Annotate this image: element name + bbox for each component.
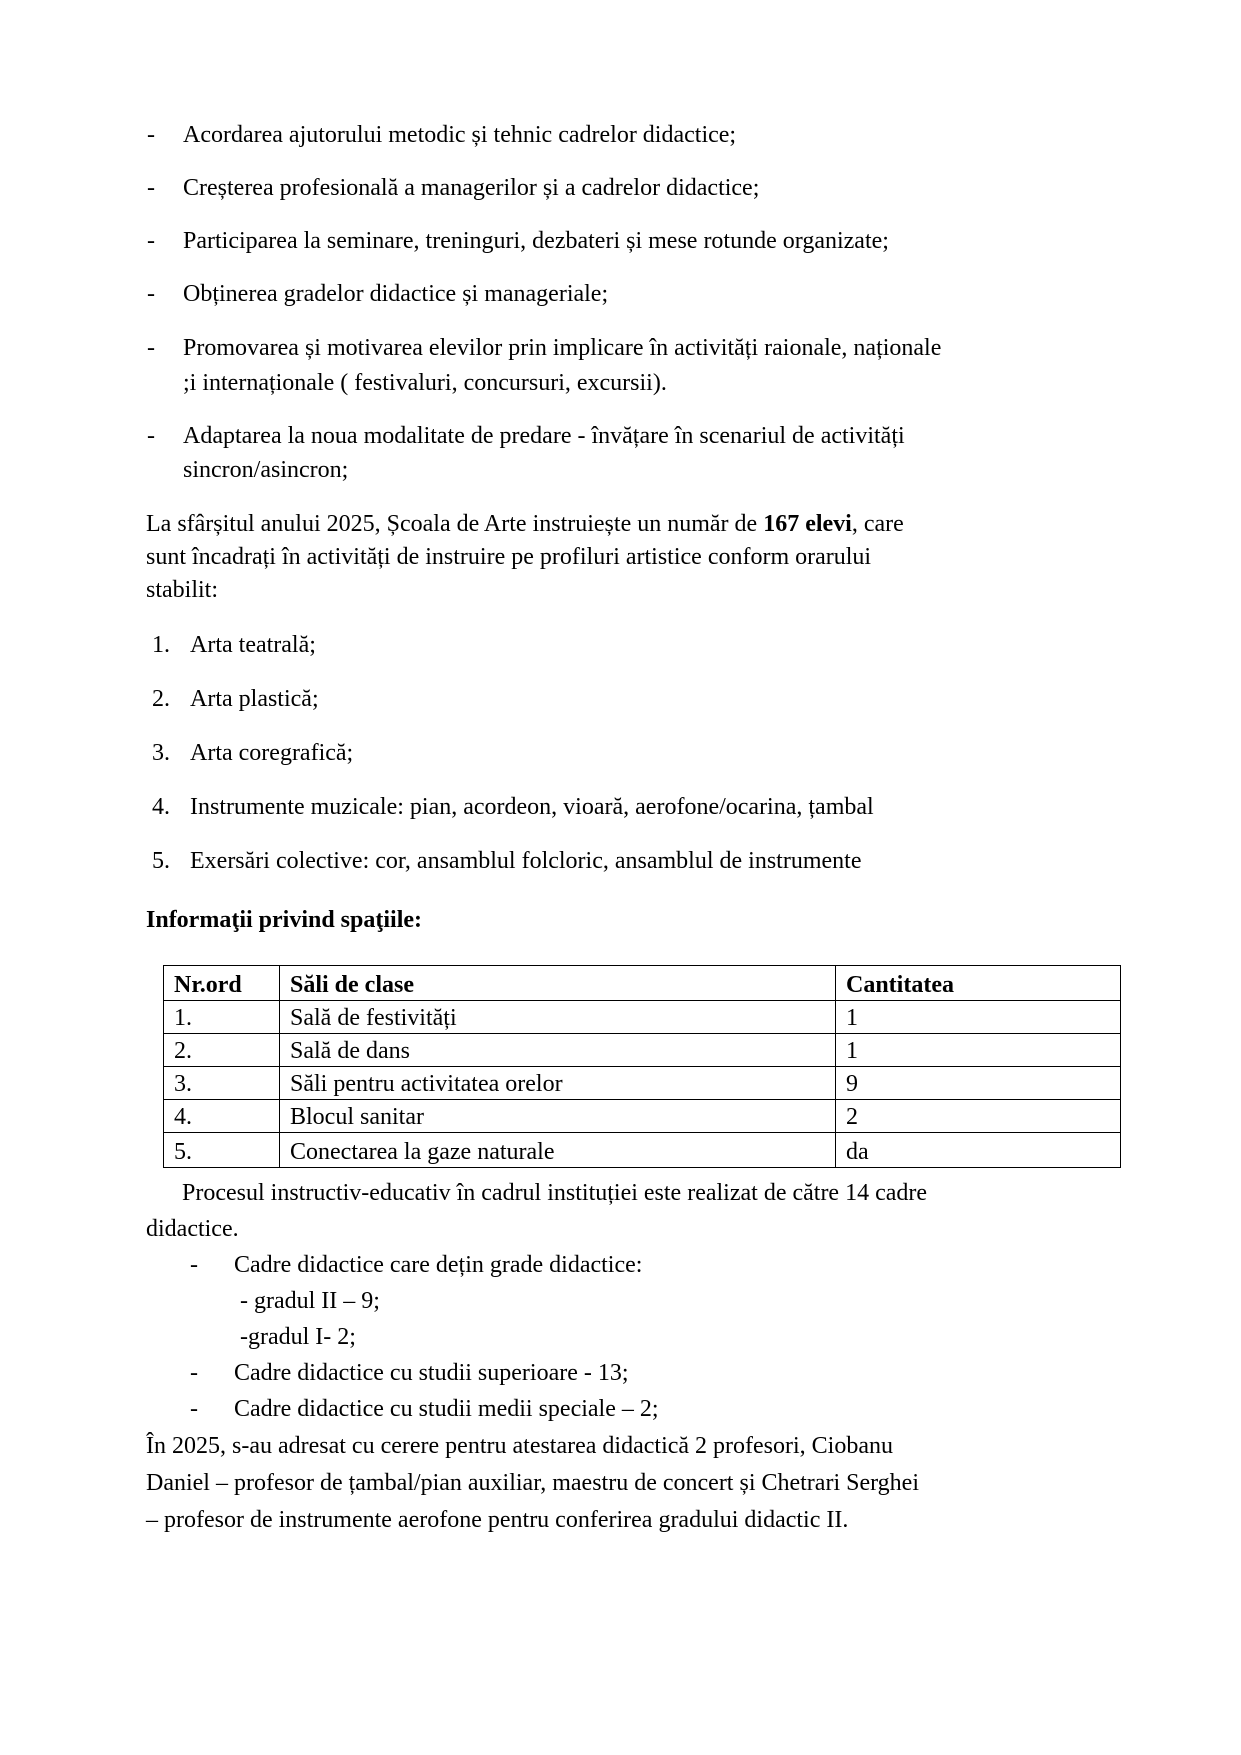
table-header-row (164, 966, 1121, 1001)
bullet-dash: - (147, 423, 155, 449)
cell-nr: 5. (164, 1133, 280, 1168)
bullet-dash: - (147, 228, 155, 254)
list-item: Cadre didactice cu studii medii speciale – 2; (234, 1396, 659, 1422)
list-number: 1. (152, 632, 170, 658)
list-number: 2. (152, 686, 170, 712)
cell-nr: 1. (164, 1001, 280, 1034)
list-number: 3. (152, 740, 170, 766)
list-item: Adaptarea la noua modalitate de predare - învățare în scenariul de activități (183, 423, 905, 449)
bullet-dash: - (190, 1360, 198, 1386)
cell-quantity: da (836, 1133, 1121, 1168)
table-row (164, 1100, 1121, 1133)
cell-nr: 2. (164, 1034, 280, 1067)
table-row (164, 1001, 1121, 1034)
cell-quantity: 1 (836, 1001, 1121, 1034)
paragraph-line: – profesor de instrumente aerofone pentru conferirea gradului didactic II. (146, 1507, 849, 1533)
sub-list-item: - gradul II – 9; (240, 1288, 380, 1314)
list-item: Cadre didactice cu studii superioare - 13; (234, 1360, 629, 1386)
list-item: Participarea la seminare, treninguri, dezbateri și mese rotunde organizate; (183, 228, 889, 254)
list-item: Arta teatrală; (190, 632, 316, 658)
cell-quantity: 9 (836, 1067, 1121, 1100)
cell-room: Conectarea la gaze naturale (280, 1133, 836, 1168)
bullet-dash: - (147, 335, 155, 361)
paragraph-line: Procesul instructiv-educativ în cadrul instituției este realizat de către 14 cadre (182, 1180, 928, 1206)
student-count: 167 elevi (763, 511, 852, 537)
list-number: 4. (152, 794, 170, 820)
list-item: Arta coregrafică; (190, 740, 354, 766)
bullet-dash: - (147, 281, 155, 307)
sub-list-item: -gradul I- 2; (240, 1324, 356, 1350)
paragraph-line: didactice. (146, 1216, 239, 1242)
list-item: Creșterea profesională a managerilor și a cadrelor didactice; (183, 175, 760, 201)
bullet-dash: - (147, 122, 155, 148)
section-heading: Informaţii privind spaţiile: (146, 907, 423, 933)
list-item: Exersări colective: cor, ansamblul folcloric, ansamblul de instrumente (190, 848, 862, 874)
paragraph-line: sunt încadrați în activități de instruire pe profiluri artistice conform orarului (146, 544, 872, 570)
list-item-continuation: sincron/asincron; (183, 457, 349, 483)
table-row (164, 1067, 1121, 1100)
cell-room: Blocul sanitar (280, 1100, 836, 1133)
cell-quantity: 1 (836, 1034, 1121, 1067)
cell-room: Săli pentru activitatea orelor (280, 1067, 836, 1100)
list-item: Obținerea gradelor didactice și manageriale; (183, 281, 609, 307)
header-quantity: Cantitatea (836, 966, 1121, 1001)
paragraph-line: În 2025, s-au adresat cu cerere pentru atestarea didactică 2 profesori, Ciobanu (146, 1433, 893, 1459)
spaces-table (163, 965, 1121, 1168)
bullet-dash: - (190, 1396, 198, 1422)
bullet-dash: - (190, 1252, 198, 1278)
cell-nr: 4. (164, 1100, 280, 1133)
header-room-type: Săli de clase (280, 966, 836, 1001)
text-run: La sfârșitul anului 2025, Școala de Arte instruiește un număr de (146, 511, 764, 537)
cell-quantity: 2 (836, 1100, 1121, 1133)
text-run: , care (851, 511, 904, 537)
list-item-continuation: ;i internaționale ( festivaluri, concursuri, excursii). (183, 370, 667, 396)
cell-nr: 3. (164, 1067, 280, 1100)
list-item: Cadre didactice care dețin grade didactice: (234, 1252, 643, 1278)
list-item: Arta plastică; (190, 686, 319, 712)
list-item: Promovarea și motivarea elevilor prin implicare în activități raionale, naționale (183, 335, 942, 361)
list-number: 5. (152, 848, 170, 874)
paragraph-line: stabilit: (146, 577, 218, 603)
cell-room: Sală de dans (280, 1034, 836, 1067)
paragraph-line: Daniel – profesor de țambal/pian auxiliar, maestru de concert și Chetrari Serghei (146, 1470, 919, 1496)
list-item: Instrumente muzicale: pian, acordeon, vioară, aerofone/ocarina, țambal (190, 794, 874, 820)
cell-room: Sală de festivități (280, 1001, 836, 1034)
table-row (164, 1034, 1121, 1067)
paragraph-line (146, 507, 904, 541)
table-row (164, 1133, 1121, 1168)
list-item: Acordarea ajutorului metodic și tehnic cadrelor didactice; (183, 122, 737, 148)
bullet-dash: - (147, 175, 155, 201)
header-nr-ord: Nr.ord (164, 966, 280, 1001)
